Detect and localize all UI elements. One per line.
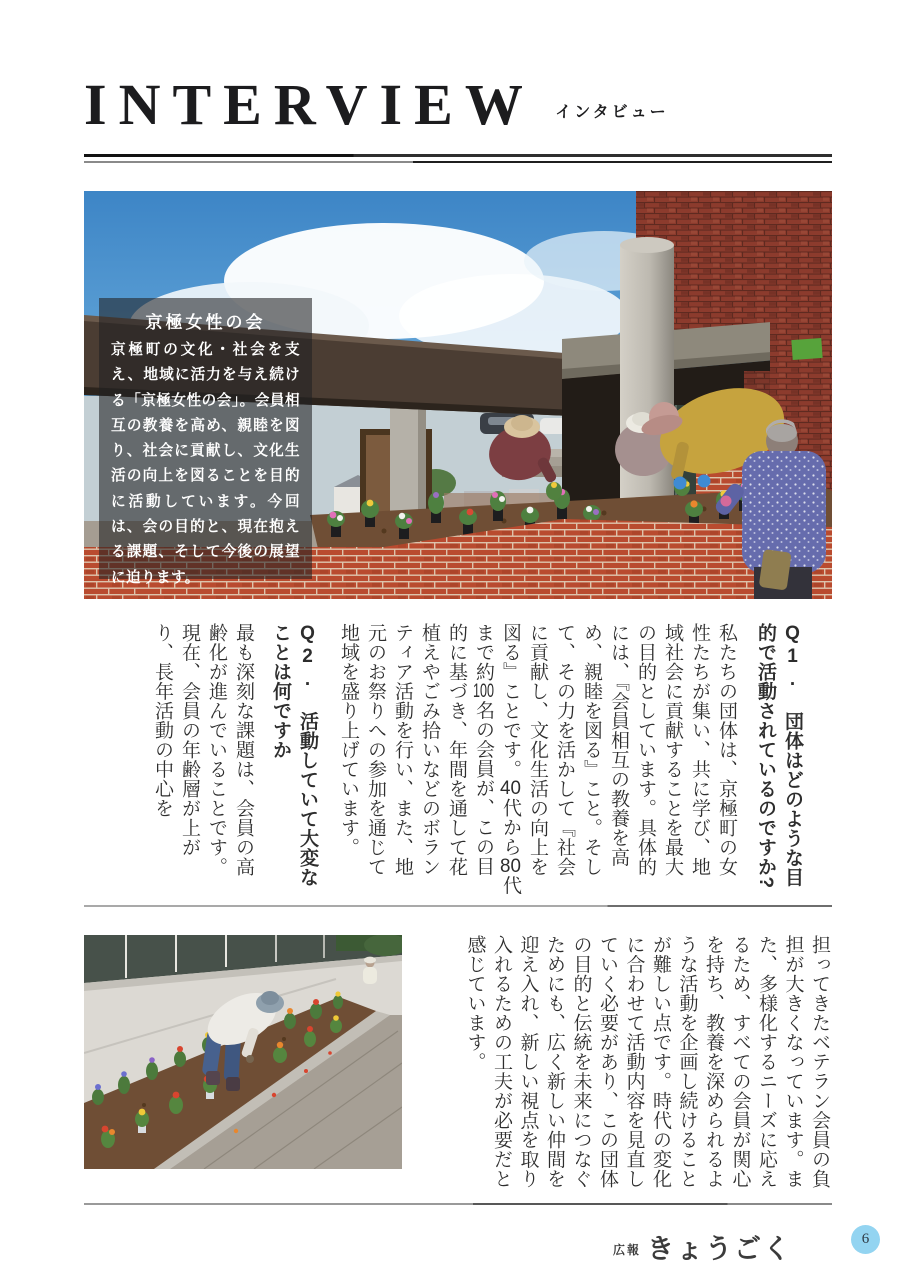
rule-line-2 bbox=[84, 161, 832, 163]
photo-caption-overlay bbox=[99, 298, 312, 586]
question-1-text: 団体はどのような目的で活動されているのですか? bbox=[755, 623, 803, 889]
answer-1-num: 40 bbox=[500, 779, 521, 798]
overlay-title: 京極女性の会 bbox=[145, 313, 266, 332]
interview-text-main bbox=[84, 623, 832, 895]
overlay-body: 京極町の文化・社会を支え、地域に活力を与え続ける「京極女性の会」。会員相互の教養を高め、親睦を図り、社会に貢献し、文化生活の向上を図ることを目的に活動しています。今回は、会の目的と、現在抱える課題、そして今後の展望に迫ります。 bbox=[111, 342, 300, 586]
answer-2-part2: 担ってきたベテラン会員の負担が大きくなっています。また、多様化するニーズに応えるため、すべての会員が関心を持ち、教養を深められるような活動を企画し続けることが難しい点です。時代の変化に合わせて活動内容を見直していく必要があり、この団体の目的と伝統を未来につなぐためにも、広く新しい仲間を迎え入れ、新しい視点を取り入れるための工夫が必要だと感じています。 bbox=[464, 935, 830, 1189]
answer-1-seg: 代まで約 bbox=[473, 623, 521, 895]
section-divider bbox=[84, 905, 832, 907]
page-title: INTERVIEW bbox=[84, 72, 535, 137]
footer-divider bbox=[84, 1203, 832, 1205]
masthead bbox=[84, 0, 832, 137]
question-2-label: Q2. bbox=[297, 623, 318, 692]
top-photo bbox=[84, 191, 832, 599]
interview-text-continued bbox=[428, 935, 832, 1193]
question-1 bbox=[752, 623, 806, 895]
answer-2-part1: 最も深刻な課題は、会員の高齢化が進んでいることです。現在、会員の年齢層が上がり、長年活動の中心を bbox=[152, 623, 254, 877]
answer-1 bbox=[335, 623, 740, 895]
answer-1-num: 80 bbox=[500, 856, 521, 876]
bottom-photo bbox=[84, 935, 402, 1169]
page-footer bbox=[84, 1219, 870, 1267]
rule-line-1 bbox=[84, 154, 832, 157]
brand-prefix: 広報 bbox=[612, 1243, 641, 1257]
newsletter-brand bbox=[613, 1227, 792, 1266]
masthead-rule bbox=[84, 154, 832, 163]
page-subtitle: インタビュー bbox=[555, 104, 669, 121]
bottom-photo-illustration bbox=[84, 935, 402, 1169]
second-gardener bbox=[363, 957, 377, 984]
answer-1-seg: 代から bbox=[500, 798, 521, 857]
question-1-label: Q1. bbox=[782, 623, 803, 692]
question-2 bbox=[267, 623, 321, 895]
brand-name: きょうごく bbox=[647, 1234, 792, 1264]
answer-1-seg: 名の会員が、この目的に基づき、年間を通して花植えやごみ拾いなどのボランティア活動を行い、また、地元のお祭りへの参加を通じて地域を盛り上げています。 bbox=[338, 623, 494, 877]
answer-1-seg: 私たちの団体は、京極町の女性たちが集い、共に学び、地域社会に貢献することを最大の目的としています。具体的には、『会員相互の教養を高め、親睦を図る』こと。そして、その力を活かして『社会に貢献し、文化生活の向上を図る』ことです。 bbox=[500, 623, 737, 877]
question-2-text: 活動していて大変なことは何ですか bbox=[270, 623, 318, 887]
page-number-badge: 6 bbox=[851, 1225, 880, 1254]
bottom-section bbox=[84, 935, 832, 1197]
answer-1-num: 100 bbox=[473, 681, 494, 701]
page-content bbox=[84, 0, 870, 1267]
